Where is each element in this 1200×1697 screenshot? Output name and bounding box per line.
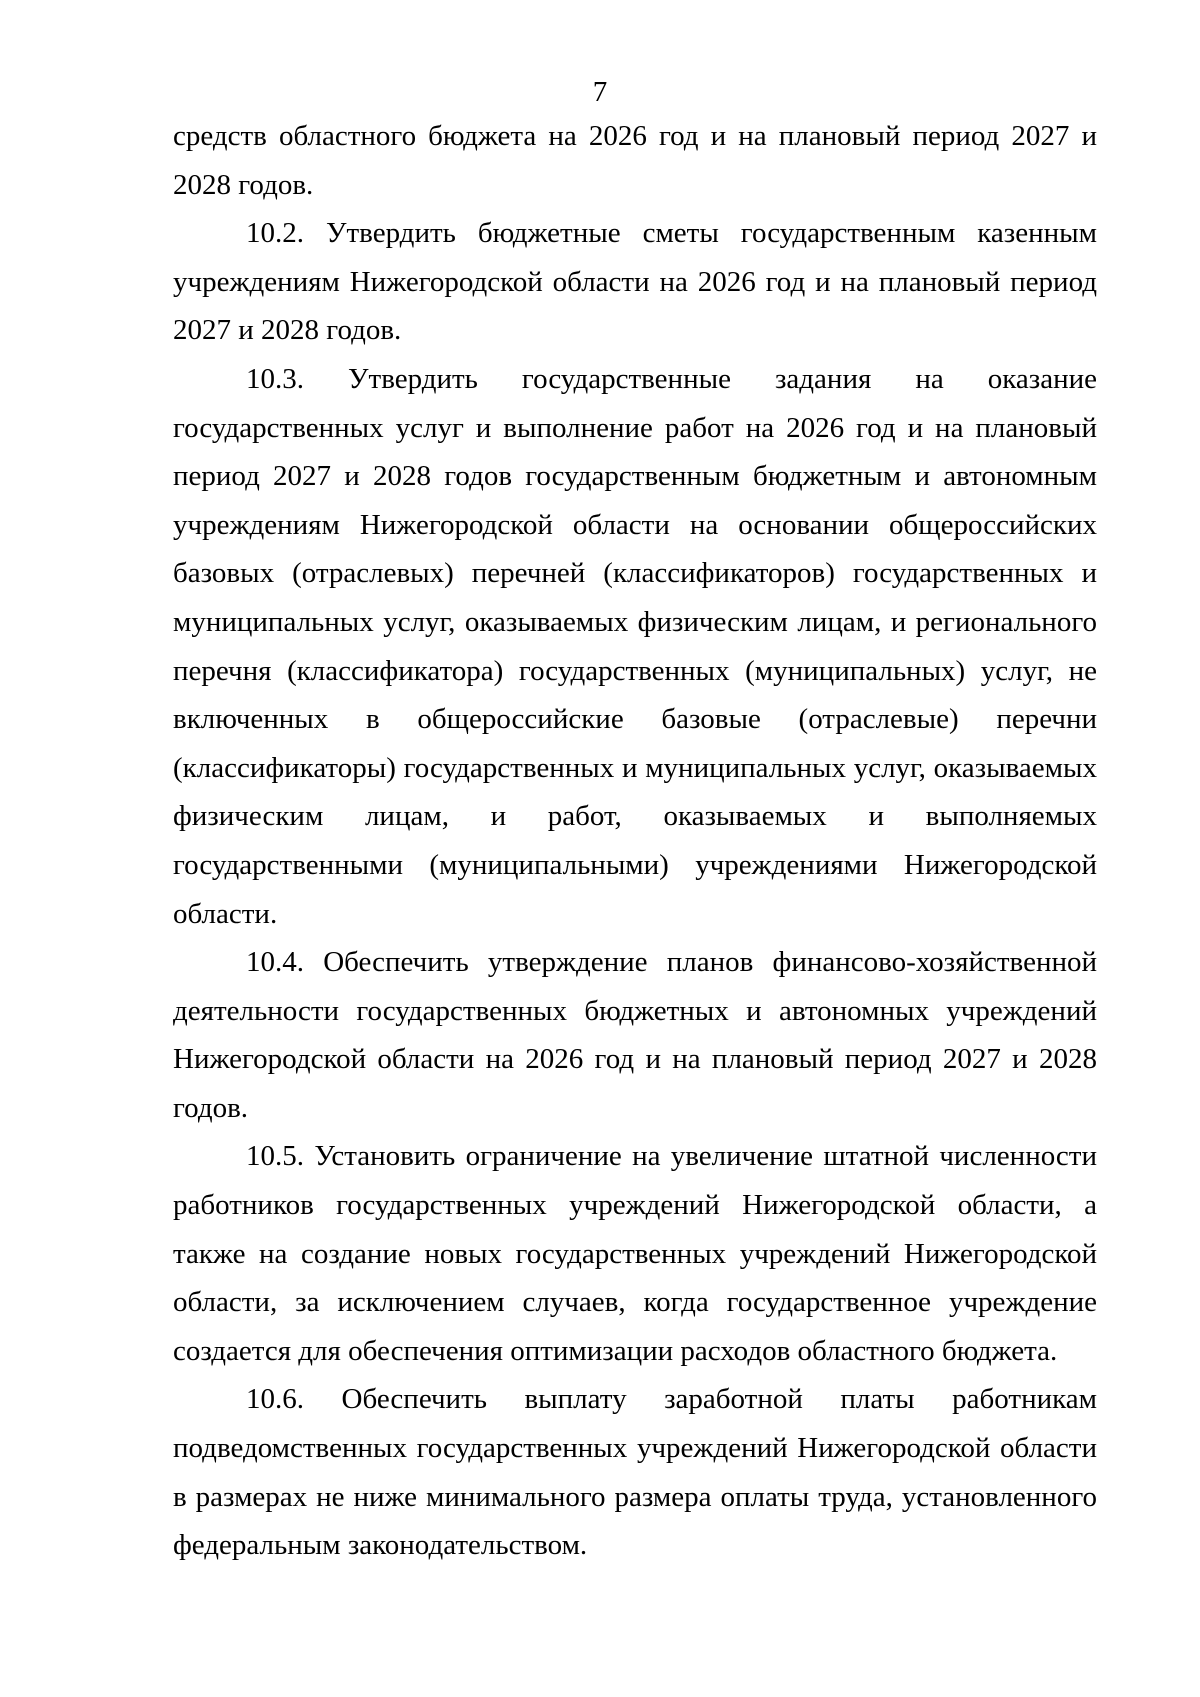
paragraph-10-3: 10.3. Утвердить государственные задания на оказание государственных услуг и выполнение работ на 2026 год и на плановый период 2027 и 2028 годов государственным бюджетным и автономным учреждениям Нижегородской области на основании общероссийских базовых (отраслевых) перечней (классификаторов) государственных и муниципальных услуг, оказываемых физическим лицам, и регионального перечня (классификатора) государственных (муниципальных) услуг, не включенных в общероссийские базовые (отраслевые) перечни (классификаторы) государственных и муниципальных услуг, оказываемых физическим лицам, и работ, оказываемых и выполняемых государственными (муниципальными) учреждениями Нижегородской области. [173, 362, 1097, 930]
document-body [173, 112, 1097, 1570]
paragraph-10-4: 10.4. Обеспечить утверждение планов финансово-хозяйственной деятельности государственных бюджетных и автономных учреждений Нижегородской области на 2026 год и на плановый период 2027 и 2028 годов. [173, 946, 1097, 1124]
paragraph-10-5: 10.5. Установить ограничение на увеличение штатной численности работников государственных учреждений Нижегородской области, а также на создание новых государственных учреждений Нижегородской области, за исключением случаев, когда государственное учреждение создается для обеспечения оптимизации расходов областного бюджета. [173, 1140, 1097, 1367]
page-number: 7 [592, 76, 608, 108]
paragraph-continuation: средств областного бюджета на 2026 год и на плановый период 2027 и 2028 годов. [173, 120, 1097, 201]
paragraph-10-6: 10.6. Обеспечить выплату заработной платы работникам подведомственных государственных учреждений Нижегородской области в размерах не ниже минимального размера оплаты труда, установленного федеральным законодательством. [173, 1383, 1097, 1562]
paragraph-10-2: 10.2. Утвердить бюджетные сметы государственным казенным учреждениям Нижегородской области на 2026 год и на плановый период 2027 и 2028 годов. [173, 217, 1097, 347]
